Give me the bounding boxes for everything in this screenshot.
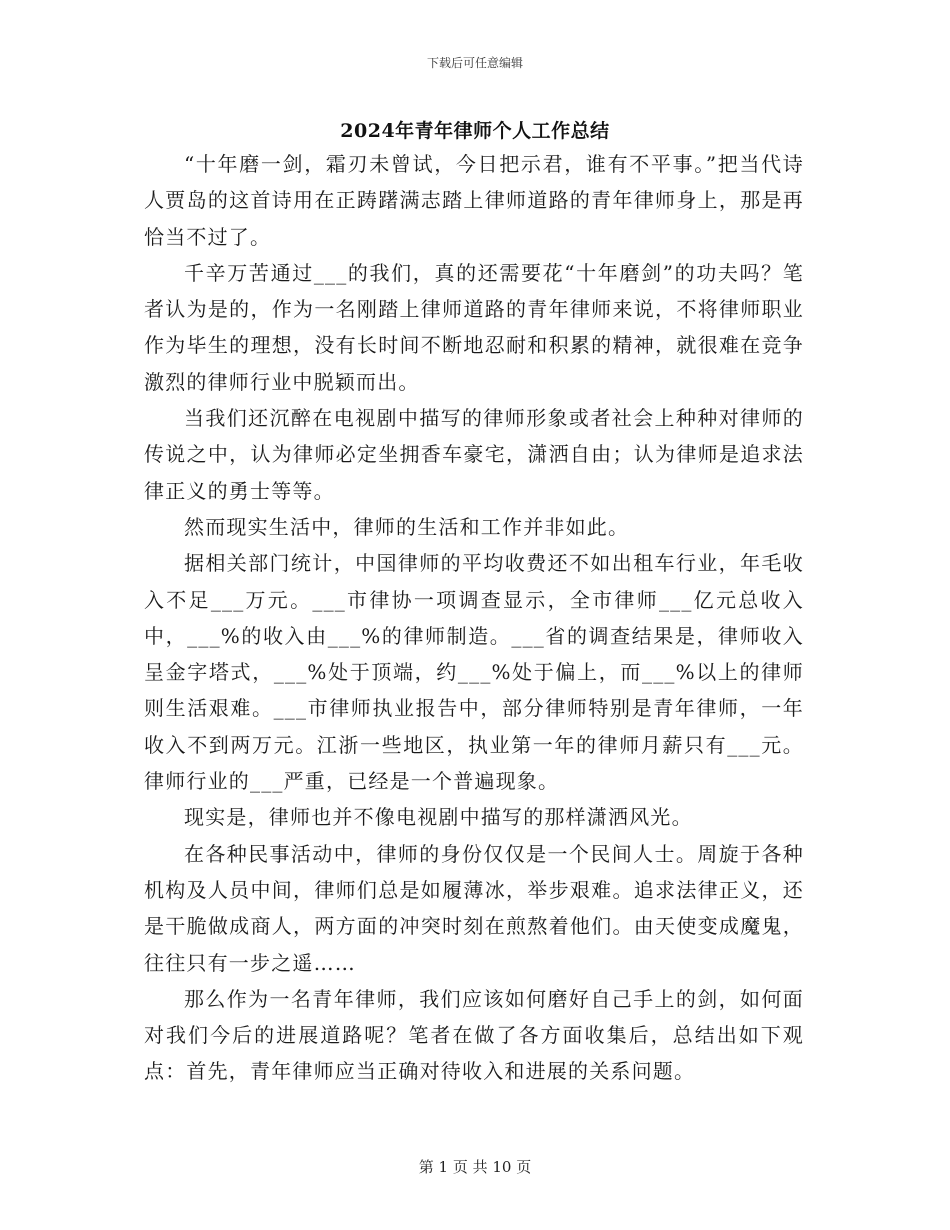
paragraph: 然而现实生活中，律师的生活和工作并非如此。: [184, 514, 630, 539]
paragraph: 据相关部门统计，中国律师的平均收费还不如出租车行业，年毛收入不足___万元。___市律协一项调查显示，全市律师___亿元总收入中，___%的收入由___%的律师制造。___省的调查结果是，律师收入呈金字塔式，___%处于顶端，约___%处于偏上，而___%以上的律师则生活艰难。___市律师执业报告中，部分律师特别是青年律师，一年收入不到两万元。江浙一些地区，执业第一年的律师月薪只有___元。律师行业的___严重，已经是一个普遍现象。: [144, 551, 804, 794]
paragraph: 千辛万苦通过___的我们，真的还需要花“十年磨剑”的功夫吗？笔者认为是的，作为一名刚踏上律师道路的青年律师来说，不将律师职业作为毕生的理想，没有长时间不断地忍耐和积累的精神，就很难在竞争激烈的律师行业中脱颖而出。: [144, 260, 804, 394]
header-note: 下载后可任意编辑: [426, 56, 523, 70]
paragraph: 现实是，律师也并不像电视剧中描写的那样潇洒风光。: [184, 805, 693, 830]
paragraph: “十年磨一剑，霜刃未曾试，今日把示君，谁有不平事。”把当代诗人贾岛的这首诗用在正踌躇满志踏上律师道路的青年律师身上，那是再恰当不过了。: [144, 152, 804, 249]
paragraph: 在各种民事活动中，律师的身份仅仅是一个民间人士。周旋于各种机构及人员中间，律师们总是如履薄冰，举步艰难。追求法律正义，还是干脆做成商人，两方面的冲突时刻在煎熬着他们。由天使变成魔鬼，往往只有一步之遥……: [144, 841, 804, 975]
paragraph: 那么作为一名青年律师，我们应该如何磨好自己手上的剑，如何面对我们今后的进展道路呢？笔者在做了各方面收集后，总结出如下观点：首先，青年律师应当正确对待收入和进展的关系问题。: [144, 986, 804, 1084]
document-title: 2024年青年律师个人工作总结: [340, 120, 610, 142]
paragraph: 当我们还沉醉在电视剧中描写的律师形象或者社会上种种对律师的传说之中，认为律师必定坐拥香车豪宅，潇洒自由；认为律师是追求法律正义的勇士等等。: [144, 406, 804, 503]
page-footer: 第 1 页 共 10 页: [418, 1158, 532, 1176]
document-body: [144, 146, 804, 1090]
